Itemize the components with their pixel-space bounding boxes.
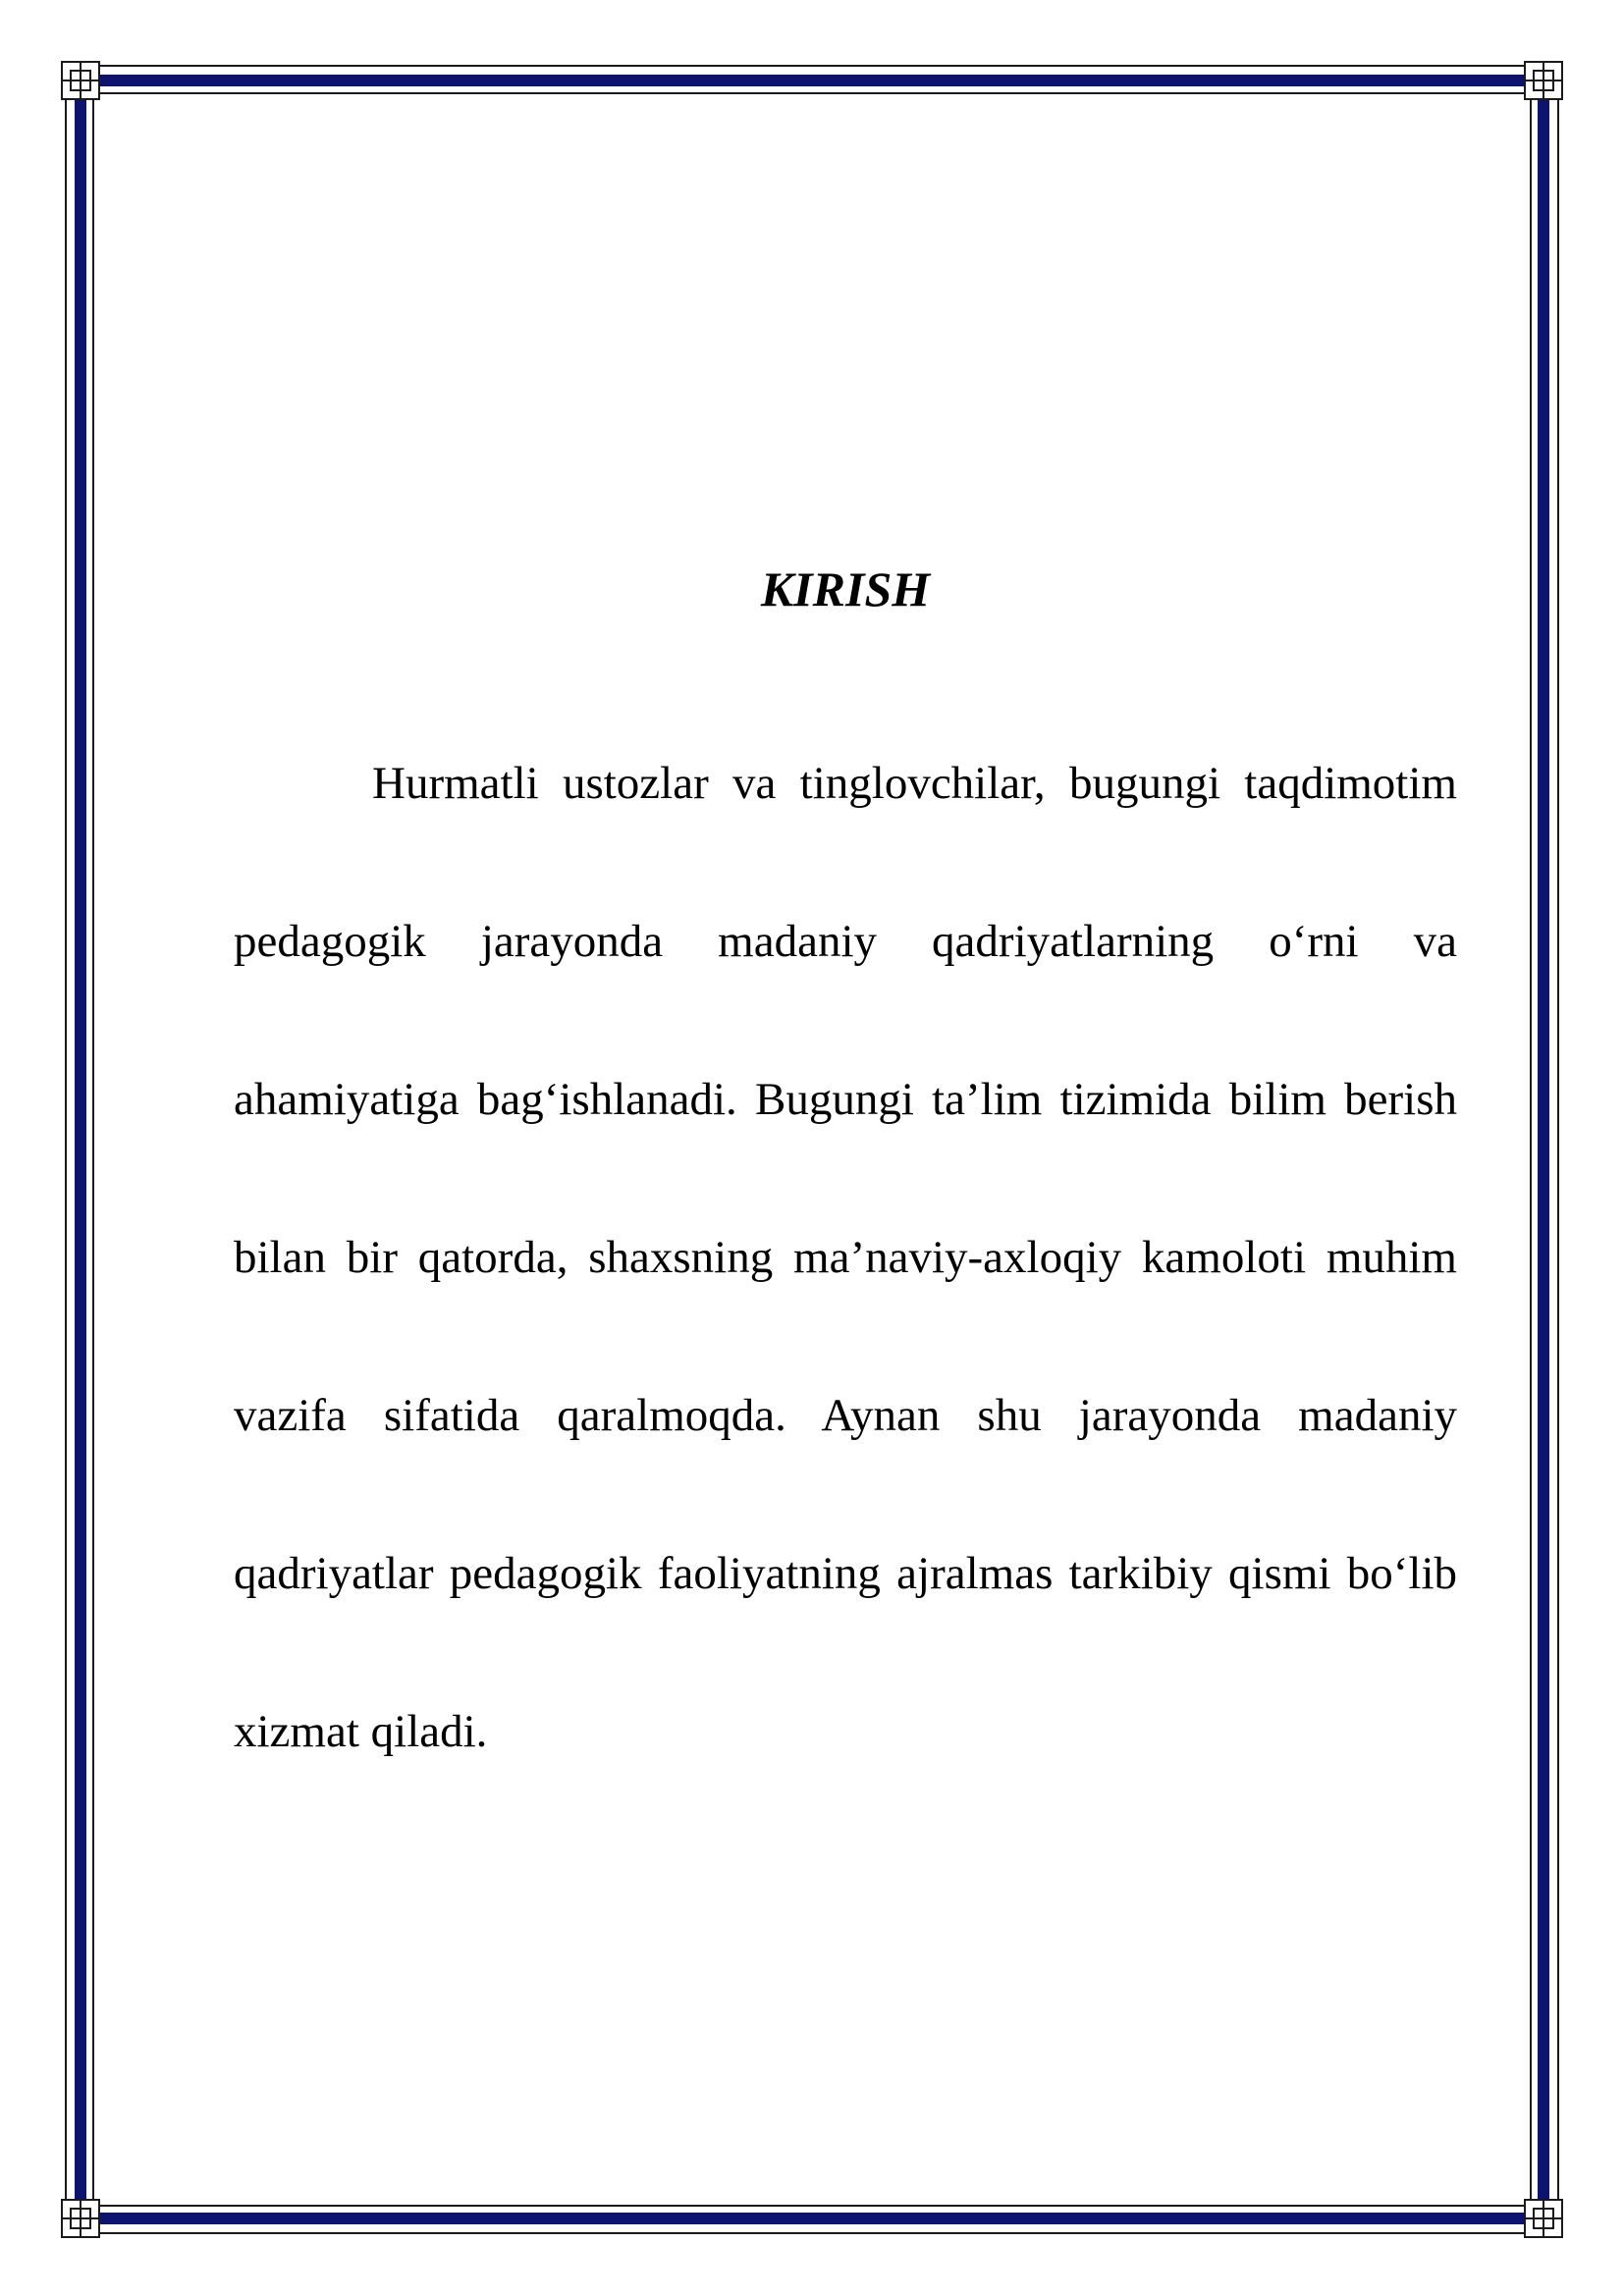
document-paragraph: Hurmatli ustozlar va tinglovchilar, bugungi taqdimotim pedagogik jarayonda madaniy qadriyatlarning o‘rni va ahamiyatiga bag‘ishlanadi. Bugungi ta’lim tizimida bilim berish bilan bir qatorda, shaxsning ma’naviy-axloqiy kamoloti muhim vazifa sifatida qaralmoqda. Aynan shu jarayonda madaniy qadriyatlar pedagogik faoliyatning ajralmas tarkibiy qismi bo‘lib xizmat qiladi. (234, 758, 1457, 1757)
corner-ornament-bottom-right-icon (1524, 2199, 1563, 2238)
corner-ornament-bottom-left-icon (61, 2199, 100, 2238)
document-content (234, 550, 1457, 1811)
document-title: KIRISH (760, 561, 931, 616)
corner-ornament-top-left-icon (61, 61, 100, 100)
corner-ornament-top-right-icon (1524, 61, 1563, 100)
